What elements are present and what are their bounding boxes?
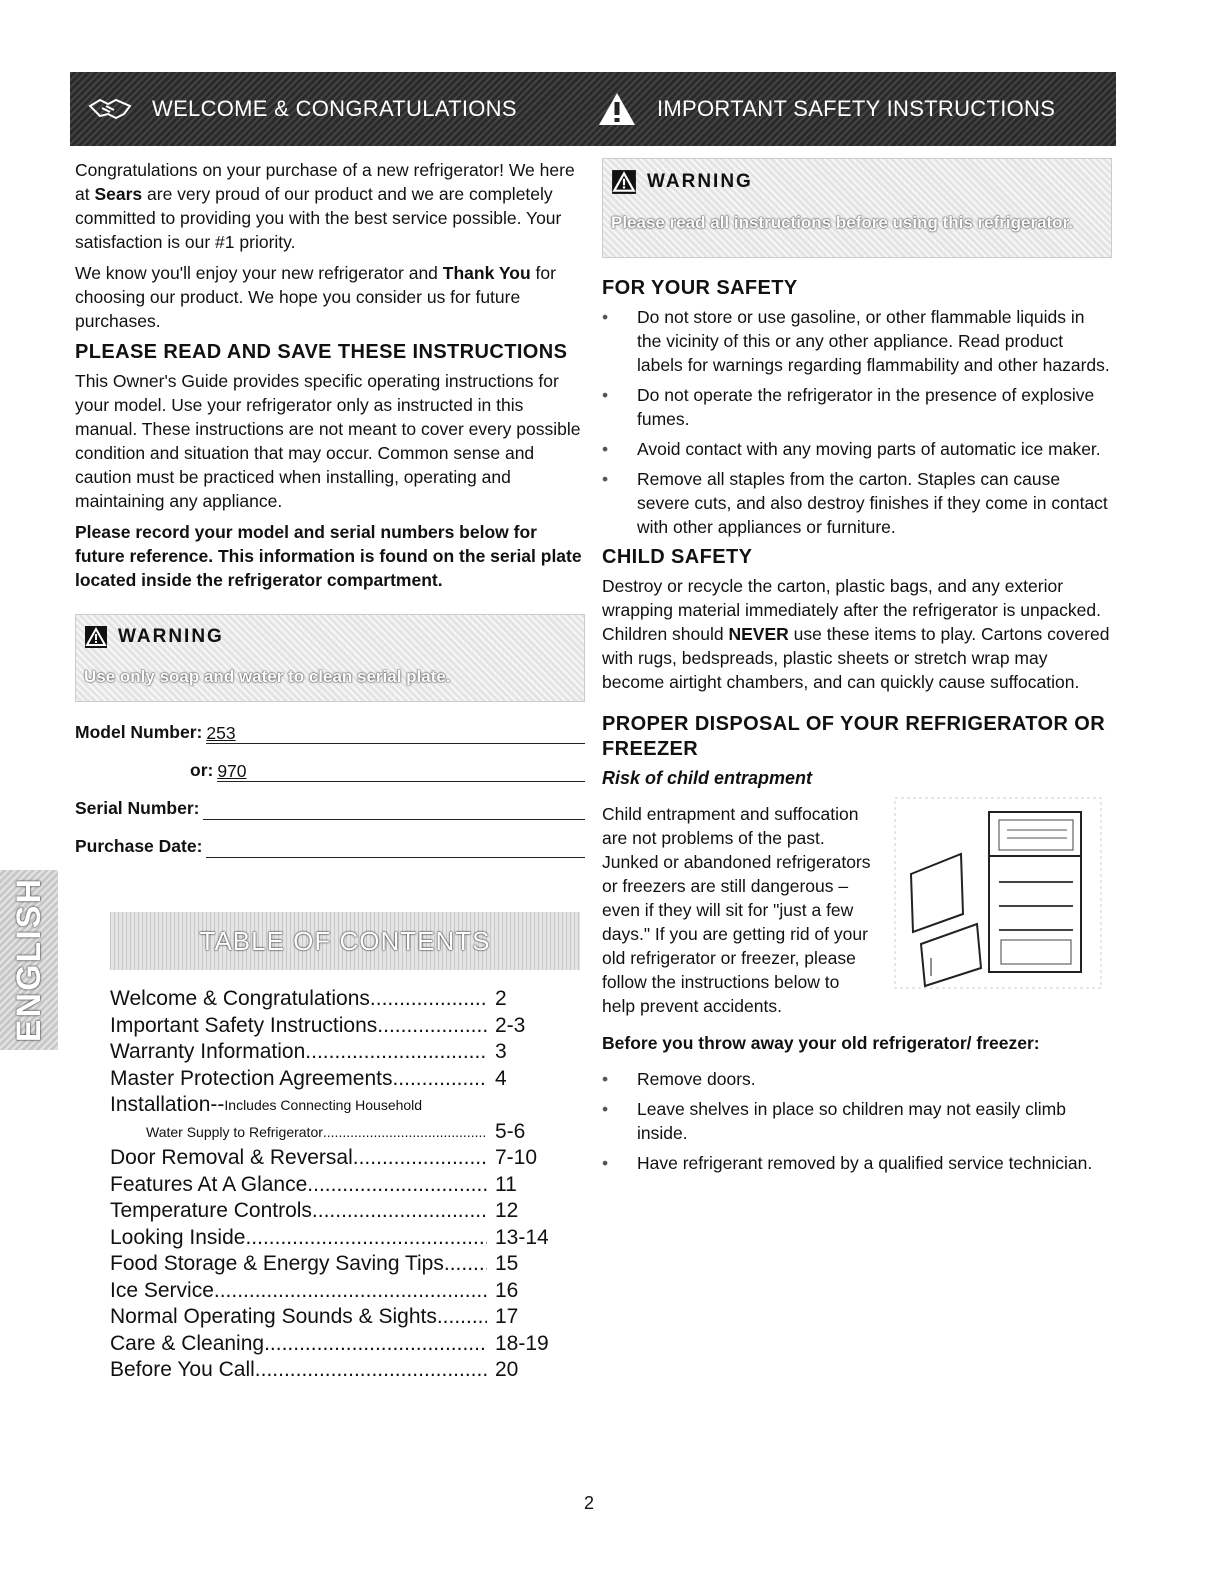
toc-item[interactable] <box>110 1198 550 1225</box>
toc-item-page: 3 <box>495 1040 507 1063</box>
toc-item-title: Welcome & Congratulations <box>110 987 370 1010</box>
toc-item[interactable] <box>110 1278 550 1305</box>
serial-number-label: Serial Number: <box>75 798 200 818</box>
warning-text: Please read all instructions before using this refrigerator. <box>611 213 1073 232</box>
save-instructions-heading: PLEASE READ AND SAVE THESE INSTRUCTIONS <box>75 341 568 363</box>
toc-item-page: 15 <box>495 1252 519 1275</box>
general-warning-box <box>602 158 1112 258</box>
safety-list <box>602 305 1112 539</box>
welcome-header <box>88 96 517 122</box>
table-of-contents <box>110 986 550 1384</box>
intro-text-b: are very proud of our product and we are completely committed to providing you with the best service possible. Your satisfaction is our #1 priority. <box>75 184 562 252</box>
toc-item-title: Features At A Glance <box>110 1172 308 1196</box>
toc-title: TABLE OF CONTENTS <box>199 925 491 956</box>
toc-item-subtitle: Includes Connecting Household <box>224 1097 423 1113</box>
header-bar <box>70 72 1116 146</box>
toc-item[interactable] <box>110 1039 550 1066</box>
toc-item-page: 4 <box>495 1066 507 1090</box>
toc-item-title: Master Protection Agreements <box>110 1066 393 1090</box>
toc-item-installation[interactable] <box>110 1092 550 1119</box>
child-safety-text <box>602 574 1112 694</box>
toc-item[interactable] <box>110 1172 550 1199</box>
or-label: or: <box>190 760 214 780</box>
before-throw-heading: Before you throw away your old refrigerator/ freezer: <box>602 1033 1040 1053</box>
model-number-alt-value: 970 <box>217 761 247 781</box>
model-number-field[interactable] <box>206 721 585 744</box>
safety-title: IMPORTANT SAFETY INSTRUCTIONS <box>657 96 1056 121</box>
list-item: • Leave shelves in place so children may not easily climb inside. <box>602 1097 1112 1145</box>
toc-item-title: Food Storage & Energy Saving Tips <box>110 1252 444 1275</box>
safety-header <box>597 91 1055 127</box>
entrapment-text: Child entrapment and suffocation are not problems of the past. Junked or abandoned refrigerators or freezers are still dangerous – even if they will sit for "just a few days." If you are getting rid of your old refrigerator or freezer, please follow the instructions below to help prevent accidents. <box>602 804 871 1016</box>
toc-item-installation-cont[interactable] <box>110 1119 550 1146</box>
toc-item-page: 12 <box>495 1199 519 1222</box>
list-item: • Have refrigerant removed by a qualified service technician. <box>602 1151 1112 1175</box>
thank-you: Thank You <box>442 263 531 283</box>
handshake-icon <box>88 96 132 122</box>
toc-item[interactable] <box>110 1225 550 1252</box>
toc-item[interactable] <box>110 1304 550 1331</box>
list-item: • Remove all staples from the carton. Staples can cause severe cuts, and also destroy finishes if they come in contact with other appliances or furniture. <box>602 467 1112 539</box>
toc-item-title: Care & Cleaning <box>110 1331 265 1355</box>
toc-item-title: Installation-- <box>110 1093 225 1116</box>
entrapment-section <box>602 802 1112 1025</box>
purchase-date-field[interactable] <box>206 835 585 858</box>
model-number-value: 253 <box>206 723 236 743</box>
warning-heading <box>84 625 574 649</box>
language-tab <box>0 870 58 1050</box>
model-number-row <box>75 720 585 744</box>
record-fields <box>75 720 585 858</box>
toc-item[interactable] <box>110 1013 550 1040</box>
model-number-label: Model Number: <box>75 722 203 742</box>
toc-item-title: Before You Call <box>110 1358 255 1381</box>
toc-item-title: Temperature Controls <box>110 1199 312 1222</box>
page-number: 2 <box>584 1493 595 1513</box>
toc-item-page: 2-3 <box>495 1013 526 1037</box>
intro2-text-a: We know you'll enjoy your new refrigerator and <box>75 263 443 283</box>
before-throw-list <box>602 1067 1112 1175</box>
model-number-alt-field[interactable] <box>217 759 585 782</box>
toc-item-page: 18-19 <box>495 1331 549 1355</box>
toc-item-page: 2 <box>495 987 507 1010</box>
toc-item[interactable] <box>110 1357 550 1384</box>
disposal-heading: PROPER DISPOSAL OF YOUR REFRIGERATOR OR FREEZER <box>602 713 1106 760</box>
brand-name: Sears <box>94 184 143 204</box>
serial-warning-box <box>75 614 585 702</box>
intro2-text-b: for choosing our product. We hope you consider us for future purchases. <box>75 263 556 331</box>
toc-item-page: 5-6 <box>495 1119 526 1143</box>
welcome-title: WELCOME & CONGRATULATIONS <box>152 96 517 121</box>
toc-item-page: 16 <box>495 1278 519 1302</box>
child-text-a: Destroy or recycle the carton, plastic bags, and any exterior wrapping material immediately after the refrigerator is unpacked. Children should <box>602 576 1101 644</box>
intro-text-a: Congratulations on your purchase of a new refrigerator! We here at <box>75 160 575 204</box>
child-safety-heading: CHILD SAFETY <box>602 546 753 568</box>
toc-item-title: Ice Service <box>110 1278 214 1302</box>
toc-item-title: Warranty Information <box>110 1040 306 1063</box>
toc-item-title: Normal Operating Sounds & Sights <box>110 1305 437 1328</box>
toc-item[interactable] <box>110 1066 550 1093</box>
right-column <box>602 158 1112 1181</box>
toc-item-title: Door Removal & Reversal <box>110 1146 353 1169</box>
language-tab-label: ENGLISH <box>9 877 48 1043</box>
list-item: • Do not operate the refrigerator in the presence of explosive fumes. <box>602 383 1112 431</box>
toc-item-title: Important Safety Instructions <box>110 1013 378 1037</box>
record-instructions: Please record your model and serial numbers below for future reference. This information is found on the serial plate located inside the refrigerator compartment. <box>75 522 582 590</box>
toc-item-page: 20 <box>495 1358 519 1381</box>
refrigerator-illustration <box>891 794 1106 994</box>
toc-item[interactable] <box>110 986 550 1013</box>
never-emphasis: NEVER <box>728 624 789 644</box>
warning-title: WARNING <box>647 171 753 192</box>
warning-heading <box>611 169 1101 195</box>
list-item: • Do not store or use gasoline, or other flammable liquids in the vicinity of this or any other appliance. Read product labels for warnings regarding flammability and other hazards. <box>602 305 1112 377</box>
purchase-date-label: Purchase Date: <box>75 836 203 856</box>
warning-text: Use only soap and water to clean serial plate. <box>84 667 451 686</box>
risk-heading: Risk of child entrapment <box>602 768 813 788</box>
warning-icon <box>611 169 637 195</box>
purchase-date-row <box>75 834 585 858</box>
toc-item[interactable] <box>110 1145 550 1172</box>
list-item: • Remove doors. <box>602 1067 1112 1091</box>
intro-paragraph-2 <box>75 261 585 333</box>
for-your-safety-heading: FOR YOUR SAFETY <box>602 277 798 299</box>
toc-item[interactable] <box>110 1251 550 1278</box>
toc-item-page: 13-14 <box>495 1225 549 1249</box>
list-item: • Avoid contact with any moving parts of automatic ice maker. <box>602 437 1112 461</box>
intro-paragraph-1 <box>75 158 585 254</box>
toc-item[interactable] <box>110 1331 550 1358</box>
caution-triangle-icon <box>597 91 637 127</box>
serial-number-row <box>75 796 585 820</box>
save-instructions-text: This Owner's Guide provides specific operating instructions for your model. Use your refrigerator only as instructed in this manual. These instructions are not meant to cover every possible condition and situation that may occur. Common sense and caution must be practiced when installing, operating and maintaining any appliance. <box>75 371 581 511</box>
left-column <box>75 158 585 872</box>
model-number-alt-row <box>75 758 585 782</box>
toc-item-subtitle: Water Supply to Refrigerator <box>146 1123 323 1140</box>
child-text-b: use these items to play. Cartons covered with rugs, bedspreads, plastic sheets or stretch wrap may become airtight chambers, and can quickly cause suffocation. <box>602 624 1110 692</box>
toc-item-page: 11 <box>495 1172 517 1196</box>
warning-icon <box>84 625 108 649</box>
toc-item-page: 7-10 <box>495 1146 538 1169</box>
toc-banner <box>110 912 580 970</box>
serial-number-field[interactable] <box>203 797 585 820</box>
warning-title: WARNING <box>118 626 224 647</box>
toc-item-title: Looking Inside <box>110 1225 246 1249</box>
toc-item-page: 17 <box>495 1305 519 1328</box>
